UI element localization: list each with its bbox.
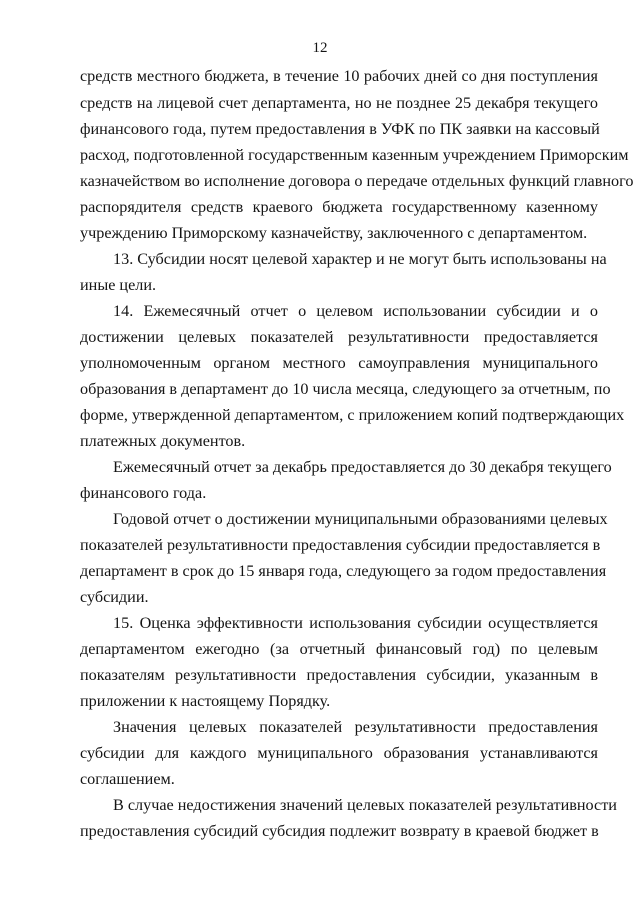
text-line: финансового года. — [80, 484, 207, 502]
text-line: Годовой отчет о достижении муниципальными образованиями целевых — [113, 510, 608, 528]
page-number: 12 — [312, 40, 328, 56]
text-line: показателям результативности предоставления субсидии, указанным в — [80, 666, 598, 684]
text-line: соглашением. — [80, 770, 175, 788]
text-line: средств местного бюджета, в течение 10 рабочих дней со дня поступления — [80, 67, 598, 85]
text-line: уполномоченным органом местного самоуправления муниципального — [80, 354, 598, 372]
text-line: образования в департамент до 10 числа месяца, следующего за отчетным, по — [80, 380, 611, 398]
text-line: платежных документов. — [80, 432, 246, 450]
text-line: учреждению Приморскому казначейству, заключенного с департаментом. — [80, 224, 588, 242]
text-line: 13. Субсидии носят целевой характер и не могут быть использованы на — [113, 250, 607, 268]
text-line: Значения целевых показателей результативности предоставления — [113, 718, 598, 736]
text-line: иные цели. — [80, 276, 157, 294]
text-line: средств на лицевой счет департамента, но не позднее 25 декабря текущего — [80, 94, 598, 112]
text-line: департаментом ежегодно (за отчетный финансовый год) по целевым — [80, 640, 598, 658]
text-line: субсидии. — [80, 588, 149, 606]
text-line: предоставления субсидий субсидия подлежит возврату в краевой бюджет в — [80, 822, 599, 840]
text-line: форме, утвержденной департаментом, с приложением копий подтверждающих — [80, 406, 625, 424]
text-line: субсидии для каждого муниципального образования устанавливаются — [80, 744, 598, 762]
text-line: приложении к настоящему Порядку. — [80, 692, 331, 710]
text-line: В случае недостижения значений целевых показателей результативности — [113, 796, 617, 814]
text-line: достижении целевых показателей результативности предоставляется — [80, 328, 598, 346]
text-line: департамент в срок до 15 января года, следующего за годом предоставления — [80, 562, 607, 580]
text-line: распорядителя средств краевого бюджета государственному казенному — [80, 198, 598, 216]
text-line: расход, подготовленной государственным казенным учреждением Приморским — [80, 146, 629, 164]
text-line: показателей результативности предоставления субсидии предоставляется в — [80, 536, 601, 554]
text-line: 14. Ежемесячный отчет о целевом использовании субсидии и о — [113, 302, 598, 320]
text-line: 15. Оценка эффективности использования субсидии осуществляется — [113, 614, 598, 632]
text-line: Ежемесячный отчет за декабрь предоставляется до 30 декабря текущего — [113, 458, 612, 476]
text-line: финансового года, путем предоставления в УФК по ПК заявки на кассовый — [80, 120, 600, 138]
text-line: казначейством во исполнение договора о передаче отдельных функций главного — [80, 172, 634, 190]
